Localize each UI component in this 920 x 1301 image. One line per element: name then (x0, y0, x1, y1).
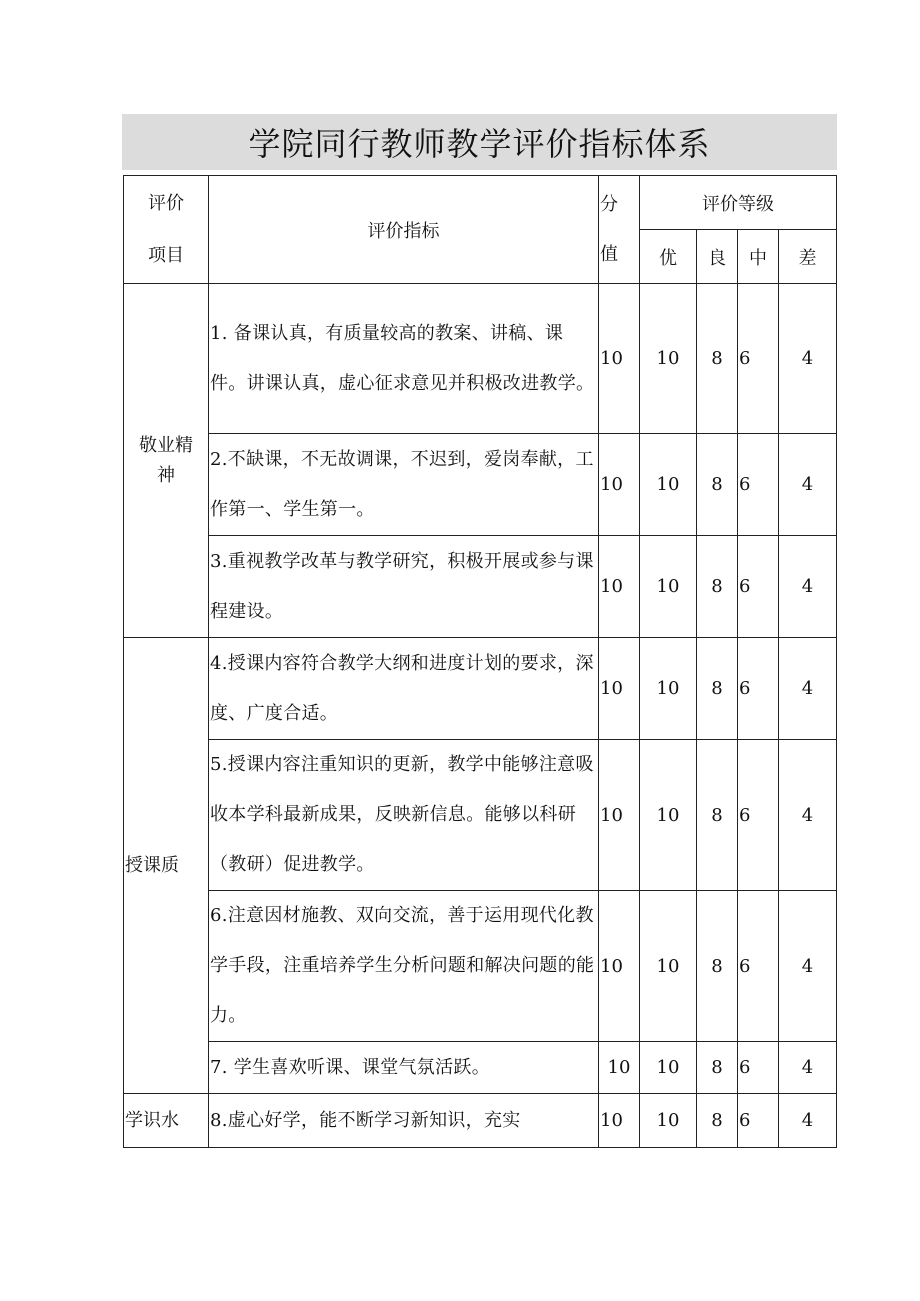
grade-excellent-cell: 10 (640, 434, 697, 536)
indicator-cell: 8.虚心好学，能不断学习新知识，充实 (209, 1094, 599, 1148)
grade-poor-cell: 4 (779, 1042, 837, 1094)
table-row (124, 740, 837, 891)
header-grade-poor: 差 (779, 230, 837, 284)
page-title: 学院同行教师教学评价指标体系 (248, 125, 711, 163)
score-cell: 10 (599, 891, 640, 1042)
header-score-cell (599, 176, 640, 284)
grade-excellent-cell: 10 (640, 740, 697, 891)
grade-medium-cell: 6 (738, 740, 779, 891)
score-cell: 10 (599, 740, 640, 891)
grade-good-cell: 8 (697, 284, 738, 434)
header-item-line2: 项目 (148, 244, 184, 266)
evaluation-table (123, 175, 837, 1148)
indicator-cell: 3.重视教学改革与教学研究，积极开展或参与课程建设。 (209, 536, 599, 638)
grade-medium-cell: 6 (738, 638, 779, 740)
category-label-line1: 学识水 (125, 1109, 179, 1131)
grade-medium-cell: 6 (738, 284, 779, 434)
grade-good-cell: 8 (697, 638, 738, 740)
header-score-line2: 值 (600, 243, 618, 265)
grade-poor-cell: 4 (779, 740, 837, 891)
grade-good-cell: 8 (697, 434, 738, 536)
grade-excellent-cell: 10 (640, 284, 697, 434)
category-label-line2: 神 (157, 464, 175, 486)
header-grade-excellent: 优 (640, 230, 697, 284)
grade-medium-cell: 6 (738, 1094, 779, 1148)
category-label-line1: 敬业精 (139, 434, 193, 456)
grade-medium-cell: 6 (738, 536, 779, 638)
grade-poor-cell: 4 (779, 434, 837, 536)
score-cell: 10 (599, 536, 640, 638)
header-item-cell (124, 176, 209, 284)
grade-good-cell: 8 (697, 740, 738, 891)
grade-good-cell: 8 (697, 536, 738, 638)
grade-medium-cell: 6 (738, 1042, 779, 1094)
grade-excellent-cell: 10 (640, 891, 697, 1042)
score-cell: 10 (599, 284, 640, 434)
score-cell: 10 (599, 434, 640, 536)
table-row (124, 1042, 837, 1094)
title-banner (122, 114, 837, 170)
indicator-cell: 6.注意因材施教、双向交流，善于运用现代化教学手段，注重培养学生分析问题和解决问题的能力。 (209, 891, 599, 1042)
header-score-line1: 分 (600, 193, 618, 215)
category-cell (124, 638, 209, 1094)
table-row (124, 434, 837, 536)
grade-poor-cell: 4 (779, 1094, 837, 1148)
header-row-1 (124, 176, 837, 230)
indicator-cell: 7. 学生喜欢听课、课堂气氛活跃。 (209, 1042, 599, 1094)
indicator-cell: 2.不缺课，不无故调课，不迟到，爱岗奉献，工作第一、学生第一。 (209, 434, 599, 536)
grade-medium-cell: 6 (738, 434, 779, 536)
grade-good-cell: 8 (697, 1042, 738, 1094)
grade-good-cell: 8 (697, 891, 738, 1042)
header-indicator: 评价指标 (209, 176, 599, 284)
grade-poor-cell: 4 (779, 536, 837, 638)
table-row (124, 891, 837, 1042)
grade-poor-cell: 4 (779, 284, 837, 434)
grade-poor-cell: 4 (779, 638, 837, 740)
header-grade-medium: 中 (738, 230, 779, 284)
grade-medium-cell: 6 (738, 891, 779, 1042)
score-cell: 10 (599, 638, 640, 740)
indicator-cell: 4.授课内容符合教学大纲和进度计划的要求，深度、广度合适。 (209, 638, 599, 740)
table-row (124, 536, 837, 638)
header-item-line1: 评价 (148, 192, 184, 214)
category-cell (124, 1094, 209, 1148)
table-row (124, 638, 837, 740)
grade-excellent-cell: 10 (640, 536, 697, 638)
grade-poor-cell: 4 (779, 891, 837, 1042)
category-label-line1: 授课质 (125, 854, 179, 876)
table-row (124, 284, 837, 434)
grade-good-cell: 8 (697, 1094, 738, 1148)
score-cell: 10 (599, 1094, 640, 1148)
grade-excellent-cell: 10 (640, 638, 697, 740)
grade-excellent-cell: 10 (640, 1094, 697, 1148)
header-grade-good: 良 (697, 230, 738, 284)
indicator-cell: 1. 备课认真，有质量较高的教案、讲稿、课件。讲课认真，虚心征求意见并积极改进教学。 (209, 284, 599, 434)
indicator-cell: 5.授课内容注重知识的更新，教学中能够注意吸收本学科最新成果，反映新信息。能够以科研（教研）促进教学。 (209, 740, 599, 891)
grade-excellent-cell: 10 (640, 1042, 697, 1094)
score-cell: 10 (599, 1042, 640, 1094)
table-row (124, 1094, 837, 1148)
header-grade: 评价等级 (640, 176, 837, 230)
category-cell (124, 284, 209, 638)
